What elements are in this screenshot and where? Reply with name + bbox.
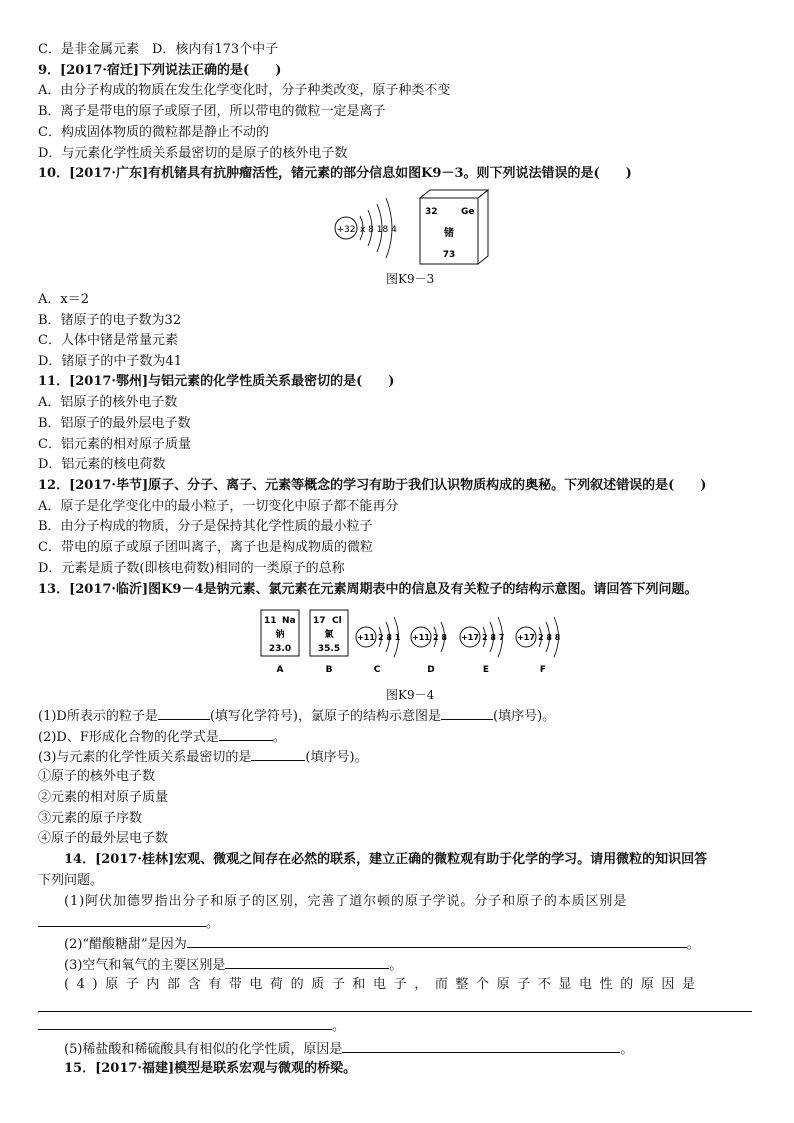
q12-option-c: C．带电的原子或原子团叫离子，离子也是构成物质的微粒: [38, 540, 373, 555]
choice-1: ①原子的核外电子数: [38, 769, 156, 784]
text: (3)空气和氧气的主要区别是: [64, 958, 226, 973]
atomic-mass: 73: [442, 250, 456, 260]
electron-shells: x 8 18 4: [360, 225, 397, 235]
electron-shells: 2 8: [433, 633, 447, 642]
atomic-mass: 23.0: [268, 644, 292, 654]
answer-line[interactable]: [38, 1010, 752, 1012]
text: 。: [272, 730, 286, 745]
sodium-element-card: [261, 610, 299, 675]
question-13: 13．[2017·临沂]图K9－4是钠元素、氯元素在元素周期表中的信息及有关粒子的结构示意图。请回答下列问题。: [38, 582, 698, 597]
q14-part-5: [64, 1039, 633, 1059]
electron-shells: 2 8 8: [538, 633, 561, 642]
text: (5)稀盐酸和稀硫酸具有相似的化学性质，原因是: [64, 1042, 343, 1057]
q12-option-b: B．由分子构成的物质，分子是保持其化学性质的最小粒子: [38, 519, 373, 534]
q10-option-c: C．人体中锗是常量元素: [38, 333, 178, 348]
answer-blank[interactable]: [225, 955, 389, 969]
germanium-element-card: [420, 190, 488, 264]
answer-blank[interactable]: [38, 1016, 332, 1030]
element-name: 钠: [275, 630, 285, 640]
choice-3: ③元素的原子序数: [38, 811, 143, 826]
element-symbol: Na: [282, 616, 296, 626]
text: (2)“醋酸糖甜”是因为: [64, 937, 187, 952]
answer-blank[interactable]: [251, 747, 305, 761]
q14-part-4-answer: [38, 1016, 345, 1036]
text: 。: [206, 916, 220, 931]
q14-part-3: [64, 955, 402, 975]
q14-part-1: (1)阿伏加德罗指出分子和原子的区别，完善了道尔顿的原子学说。分子和原子的本质区别是: [64, 894, 628, 909]
element-name: 氯: [324, 630, 334, 640]
germanium-atom-diagram: [335, 198, 397, 258]
figure-caption: 图K9－4: [386, 688, 435, 702]
text: 。: [389, 958, 403, 973]
q13-part-3: [38, 747, 368, 767]
element-name: 锗: [444, 228, 454, 239]
q10-option-d: D．锗原子的中子数为41: [38, 354, 182, 369]
text: (填写化学符号)，氯原子的结构示意图是: [209, 709, 441, 724]
figure-caption: 图K9－3: [386, 272, 435, 286]
atomic-mass: 35.5: [317, 644, 341, 654]
q13-part-2: [38, 727, 286, 747]
label-c: C: [373, 665, 381, 675]
element-symbol: Cl: [332, 616, 342, 626]
q9-option-b: B．离子是带电的原子或原子团，所以带电的微粒一定是离子: [38, 104, 386, 119]
text: (3)与元素的化学性质关系最密切的是: [38, 750, 252, 765]
q13-part-1: [38, 706, 555, 726]
particle-f-diagram: [516, 617, 561, 675]
text: 。: [620, 1042, 634, 1057]
text: (填序号)。: [305, 750, 368, 765]
option-line: C．是非金属元素 D．核内有173个中子: [38, 42, 279, 57]
q9-option-d: D．与元素化学性质关系最密切的是原子的核外电子数: [38, 146, 348, 161]
answer-blank[interactable]: [441, 706, 493, 720]
figure-k9-3: [330, 186, 490, 266]
text: (1)D所表示的粒子是: [38, 709, 158, 724]
text: 。: [686, 937, 700, 952]
text: 。: [332, 1019, 346, 1034]
question-15: 15．[2017·福建]模型是联系宏观与微观的桥梁。: [64, 1061, 357, 1076]
answer-blank[interactable]: [342, 1039, 620, 1053]
nucleus-label: +32: [336, 225, 356, 235]
q10-option-a: A．x＝2: [38, 292, 89, 307]
particle-e-diagram: [460, 617, 504, 675]
label-e: E: [482, 665, 490, 675]
question-14-cont: 下列问题。: [38, 873, 104, 888]
text: (填序号)。: [493, 709, 556, 724]
q12-option-d: D．元素是质子数(即核电荷数)相同的一类原子的总称: [38, 561, 345, 576]
q14-part-1-answer: [38, 913, 219, 933]
q11-option-d: D．铝元素的核电荷数: [38, 457, 166, 472]
particle-c-diagram: [356, 617, 401, 675]
q11-option-b: B．铝原子的最外层电子数: [38, 416, 191, 431]
nucleus-label: +17: [517, 633, 535, 642]
label-a: A: [276, 665, 284, 675]
question-14: 14．[2017·桂林]宏观、微观之间存在必然的联系，建立正确的微粒观有助于化学的学习。请用微粒的知识回答: [64, 852, 708, 867]
atomic-number: 11: [264, 616, 277, 626]
q9-option-c: C．构成固体物质的微粒都是静止不动的: [38, 125, 269, 140]
q12-option-a: A．原子是化学变化中的最小粒子，一切变化中原子都不能再分: [38, 499, 399, 514]
element-symbol: Ge: [461, 207, 475, 217]
chlorine-element-card: [310, 610, 348, 675]
q14-part-4: (4)原子内部含有带电荷的质子和电子，而整个原子不显电性的原因是: [64, 977, 703, 992]
electron-shells: 2 8 1: [378, 633, 401, 642]
answer-blank[interactable]: [187, 934, 687, 948]
question-12: 12．[2017·毕节]原子、分子、离子、元素等概念的学习有助于我们认识物质构成的奥秘。下列叙述错误的是( ): [38, 478, 707, 493]
nucleus-label: +11: [412, 633, 430, 642]
answer-blank[interactable]: [38, 913, 206, 927]
label-f: F: [539, 665, 547, 675]
figure-k9-4: [258, 606, 568, 676]
label-b: B: [325, 665, 333, 675]
q10-option-b: B．锗原子的电子数为32: [38, 313, 182, 328]
atomic-number: 32: [425, 207, 438, 217]
question-9: 9．[2017·宿迁]下列说法正确的是( ): [38, 63, 282, 78]
q14-part-2: [64, 934, 700, 954]
text: (2)D、F形成化合物的化学式是: [38, 730, 219, 745]
nucleus-label: +17: [461, 633, 479, 642]
answer-blank[interactable]: [219, 727, 273, 741]
electron-shells: 2 8 7: [482, 633, 505, 642]
question-11: 11．[2017·鄂州]与铝元素的化学性质关系最密切的是( ): [38, 374, 395, 389]
q9-option-a: A．由分子构成的物质在发生化学变化时，分子种类改变，原子种类不变: [38, 83, 451, 98]
label-d: D: [427, 665, 435, 675]
nucleus-label: +11: [357, 633, 375, 642]
q11-option-a: A．铝原子的核外电子数: [38, 395, 178, 410]
particle-d-diagram: [411, 622, 447, 675]
question-10: 10．[2017·广东]有机锗具有抗肿瘤活性，锗元素的部分信息如图K9－3。则下列说法错误的是( ): [38, 166, 632, 181]
choice-4: ④原子的最外层电子数: [38, 831, 169, 846]
q11-option-c: C．铝元素的相对原子质量: [38, 437, 191, 452]
choice-2: ②元素的相对原子质量: [38, 790, 169, 805]
answer-blank[interactable]: [158, 706, 210, 720]
atomic-number: 17: [313, 616, 326, 626]
